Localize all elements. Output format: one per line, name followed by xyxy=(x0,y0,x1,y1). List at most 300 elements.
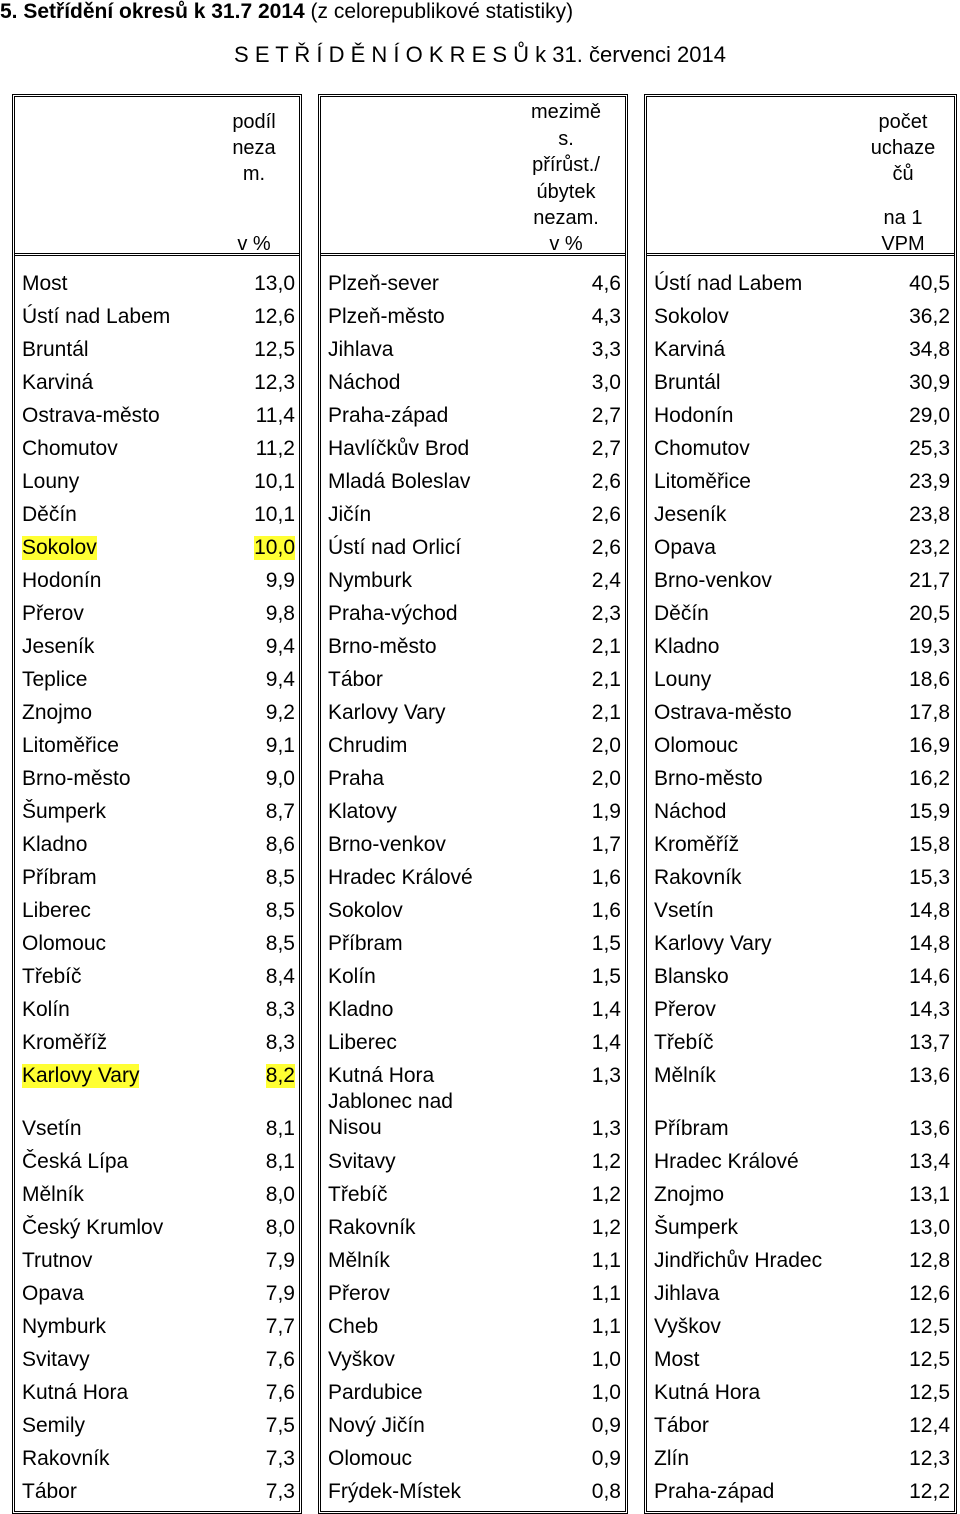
district-value: 9,8 xyxy=(265,602,295,625)
district-value: 8,5 xyxy=(265,932,295,955)
district-name: Praha xyxy=(328,767,385,790)
district-name: Svitavy xyxy=(22,1348,90,1371)
district-value: 1,3 xyxy=(591,1117,621,1140)
district-value: 7,6 xyxy=(265,1381,295,1404)
district-name: Šumperk xyxy=(22,800,107,823)
district-value: 7,6 xyxy=(265,1348,295,1371)
table-row xyxy=(321,399,625,432)
district-name: Přerov xyxy=(654,998,716,1021)
district-name: Karviná xyxy=(22,371,94,394)
table-row xyxy=(15,927,299,960)
table-row xyxy=(321,267,625,300)
table-row xyxy=(647,1376,954,1409)
district-value: 1,0 xyxy=(591,1381,621,1404)
district-value: 8,2 xyxy=(265,1064,295,1087)
table-row xyxy=(321,894,625,927)
header-divider xyxy=(321,253,625,256)
table-row xyxy=(321,1409,625,1442)
table-row xyxy=(15,762,299,795)
table-row xyxy=(321,300,625,333)
district-value: 12,2 xyxy=(909,1480,950,1503)
table-row xyxy=(321,1475,625,1508)
table-row xyxy=(321,432,625,465)
district-value: 2,1 xyxy=(591,701,621,724)
col3-header-line: čů xyxy=(892,163,914,185)
header-divider xyxy=(15,253,299,256)
table-row xyxy=(15,861,299,894)
district-value: 8,6 xyxy=(265,833,295,856)
table-row xyxy=(647,1475,954,1508)
district-value: 1,1 xyxy=(591,1282,621,1305)
district-value: 15,8 xyxy=(909,833,950,856)
table-row xyxy=(15,1211,299,1244)
table-row xyxy=(15,795,299,828)
district-name: Český Krumlov xyxy=(22,1216,164,1239)
col1-header-line: podíl xyxy=(232,111,276,133)
table-row xyxy=(647,366,954,399)
district-value: 2,0 xyxy=(591,767,621,790)
table-row xyxy=(647,1277,954,1310)
table-row xyxy=(15,1376,299,1409)
table-row xyxy=(321,333,625,366)
table-row xyxy=(647,1244,954,1277)
district-value: 1,2 xyxy=(591,1216,621,1239)
district-value: 11,2 xyxy=(255,437,295,460)
district-name: Litoměřice xyxy=(22,734,119,757)
district-name: Most xyxy=(654,1348,700,1371)
table-row xyxy=(647,960,954,993)
district-name: Příbram xyxy=(328,932,403,955)
district-name: Třebíč xyxy=(22,965,82,988)
district-value: 12,6 xyxy=(909,1282,950,1305)
district-name: Brno-město xyxy=(328,635,437,658)
table-row xyxy=(15,300,299,333)
district-value: 1,1 xyxy=(591,1315,621,1338)
table-row xyxy=(15,366,299,399)
table-row xyxy=(647,828,954,861)
district-value: 8,0 xyxy=(265,1216,295,1239)
district-name: Kroměříž xyxy=(22,1031,108,1054)
district-name: Cheb xyxy=(328,1315,379,1338)
district-value: 14,8 xyxy=(909,932,950,955)
district-value: 10,0 xyxy=(254,536,295,559)
district-name: Náchod xyxy=(654,800,727,823)
district-value: 2,6 xyxy=(591,503,621,526)
district-value: 23,9 xyxy=(909,470,950,493)
table-row xyxy=(647,894,954,927)
table-row xyxy=(647,861,954,894)
district-value: 8,0 xyxy=(265,1183,295,1206)
col1-rows xyxy=(15,267,299,1508)
table-row xyxy=(321,1244,625,1277)
district-name: Tábor xyxy=(328,668,383,691)
district-value: 21,7 xyxy=(909,569,950,592)
district-name: Hradec Králové xyxy=(328,866,473,889)
district-value: 15,3 xyxy=(909,866,950,889)
district-name: Praha-východ xyxy=(328,602,458,625)
district-name: Liberec xyxy=(328,1031,397,1054)
district-name: Šumperk xyxy=(654,1216,739,1239)
district-value: 23,2 xyxy=(909,536,950,559)
table-row xyxy=(15,696,299,729)
district-name: Olomouc xyxy=(22,932,107,955)
district-value: 14,8 xyxy=(909,899,950,922)
section-note: (z celorepublikové statistiky) xyxy=(310,0,574,23)
district-name: Nový Jičín xyxy=(328,1414,425,1437)
table-row xyxy=(647,927,954,960)
district-name: Chomutov xyxy=(654,437,750,460)
table-row xyxy=(647,1145,954,1178)
district-name: Vsetín xyxy=(22,1117,82,1140)
district-name: Louny xyxy=(654,668,712,691)
district-value: 34,8 xyxy=(909,338,950,361)
district-name: Mělník xyxy=(328,1249,390,1272)
table-monthly-change xyxy=(318,94,628,1514)
table-row xyxy=(321,366,625,399)
table-row xyxy=(321,564,625,597)
district-name: Kladno xyxy=(22,833,88,856)
col2-header-line: nezam. xyxy=(533,207,599,229)
table-row xyxy=(647,630,954,663)
district-name: Frýdek-Místek xyxy=(328,1480,462,1503)
col2-header-line: s. xyxy=(558,127,574,150)
table-row xyxy=(647,300,954,333)
district-value: 8,1 xyxy=(265,1150,295,1173)
table-row xyxy=(15,597,299,630)
district-name: Olomouc xyxy=(328,1447,413,1470)
table-row xyxy=(647,696,954,729)
district-name: Havlíčkův Brod xyxy=(328,437,470,460)
district-value: 16,9 xyxy=(909,734,950,757)
district-name: Chomutov xyxy=(22,437,118,460)
district-name: Kolín xyxy=(22,998,70,1021)
table-row xyxy=(15,267,299,300)
district-value: 9,4 xyxy=(265,668,295,691)
table-row xyxy=(321,696,625,729)
district-name: Mělník xyxy=(654,1064,716,1087)
district-name: Jeseník xyxy=(22,635,95,658)
district-name: Jablonec nad Nisou xyxy=(328,1090,453,1139)
district-value: 13,0 xyxy=(254,272,295,295)
district-name: Vyškov xyxy=(654,1315,721,1338)
district-name: Olomouc xyxy=(654,734,739,757)
district-value: 11,4 xyxy=(255,404,295,427)
table-row xyxy=(321,993,625,1026)
district-value: 12,6 xyxy=(254,305,295,328)
table-unemployment-share xyxy=(12,94,302,1514)
table-row xyxy=(15,333,299,366)
table-row xyxy=(321,1376,625,1409)
district-name: Rakovník xyxy=(328,1216,416,1239)
district-value: 13,4 xyxy=(909,1150,950,1173)
table-row xyxy=(15,399,299,432)
table-row xyxy=(647,762,954,795)
district-value: 12,5 xyxy=(909,1348,950,1371)
district-name: Rakovník xyxy=(654,866,742,889)
district-value: 10,1 xyxy=(254,470,295,493)
table-row xyxy=(15,729,299,762)
district-name: Klatovy xyxy=(328,800,397,823)
table-row xyxy=(15,1244,299,1277)
district-value: 1,0 xyxy=(591,1348,621,1371)
district-value: 7,3 xyxy=(265,1447,295,1470)
district-value: 3,0 xyxy=(591,371,621,394)
col2-header xyxy=(521,99,611,232)
table-row xyxy=(647,1059,954,1092)
district-value: 7,7 xyxy=(265,1315,295,1338)
district-value: 13,6 xyxy=(909,1117,950,1140)
table-row xyxy=(321,828,625,861)
table-row xyxy=(647,498,954,531)
table-row xyxy=(15,663,299,696)
col3-header-unit-line: VPM xyxy=(881,233,925,255)
header-divider xyxy=(647,253,954,256)
district-value: 1,5 xyxy=(591,932,621,955)
district-value: 1,2 xyxy=(591,1183,621,1206)
section-title: 5. Setřídění okresů k 31.7 2014 xyxy=(0,0,305,23)
district-name: Opava xyxy=(654,536,716,559)
table-row xyxy=(15,564,299,597)
table-row xyxy=(647,1026,954,1059)
table-row xyxy=(321,465,625,498)
district-name: Ostrava-město xyxy=(654,701,792,724)
col1-header xyxy=(219,109,289,187)
table-applicants-per-vacancy xyxy=(644,94,957,1514)
table-row xyxy=(15,1277,299,1310)
table-row xyxy=(321,498,625,531)
district-name: Jičín xyxy=(328,503,372,526)
district-value: 2,4 xyxy=(591,569,621,592)
district-value: 1,1 xyxy=(591,1249,621,1272)
district-value: 14,6 xyxy=(909,965,950,988)
district-value: 2,7 xyxy=(591,437,621,460)
district-value: 1,4 xyxy=(591,1031,621,1054)
district-value: 2,7 xyxy=(591,404,621,427)
district-value: 7,9 xyxy=(265,1249,295,1272)
district-value: 4,3 xyxy=(591,305,621,328)
district-name: Chrudim xyxy=(328,734,408,757)
district-value: 1,4 xyxy=(591,998,621,1021)
district-name: Louny xyxy=(22,470,80,493)
district-name: Pardubice xyxy=(328,1381,423,1404)
district-value: 1,5 xyxy=(591,965,621,988)
table-row xyxy=(321,1211,625,1244)
district-name: Trutnov xyxy=(22,1249,93,1272)
table-row xyxy=(321,960,625,993)
district-name: Jihlava xyxy=(654,1282,720,1305)
table-row xyxy=(321,630,625,663)
district-name: Ostrava-město xyxy=(22,404,160,427)
table-row xyxy=(321,861,625,894)
table-row xyxy=(647,399,954,432)
table-row xyxy=(15,960,299,993)
district-name: Karlovy Vary xyxy=(22,1064,140,1087)
table-row xyxy=(15,1475,299,1508)
district-name: Třebíč xyxy=(328,1183,388,1206)
district-name: Kutná Hora xyxy=(654,1381,761,1404)
district-value: 19,3 xyxy=(909,635,950,658)
table-row xyxy=(15,1310,299,1343)
district-name: Ústí nad Labem xyxy=(654,272,803,295)
col3-header-unit xyxy=(858,205,948,257)
district-name: Teplice xyxy=(22,668,88,691)
district-value: 8,5 xyxy=(265,899,295,922)
district-name: Karlovy Vary xyxy=(654,932,772,955)
district-value: 13,1 xyxy=(909,1183,950,1206)
table-row xyxy=(15,465,299,498)
district-name: Kroměříž xyxy=(654,833,740,856)
table-row xyxy=(321,1145,625,1178)
table-row xyxy=(321,1059,625,1092)
table-row xyxy=(321,1310,625,1343)
district-name: Bruntál xyxy=(22,338,89,361)
district-name: Tábor xyxy=(22,1480,77,1503)
district-value: 8,7 xyxy=(265,800,295,823)
table-row xyxy=(15,1059,299,1092)
district-value: 8,1 xyxy=(265,1117,295,1140)
district-name: Brno-město xyxy=(654,767,763,790)
district-value: 1,6 xyxy=(591,899,621,922)
table-row xyxy=(321,597,625,630)
district-name: Znojmo xyxy=(654,1183,725,1206)
district-name: Vyškov xyxy=(328,1348,395,1371)
col2-header-line: úbytek xyxy=(536,180,596,203)
district-value: 36,2 xyxy=(909,305,950,328)
district-name: Kolín xyxy=(328,965,376,988)
table-row xyxy=(647,1092,954,1145)
district-name: Praha-západ xyxy=(654,1480,775,1503)
table-row xyxy=(321,1277,625,1310)
district-value: 12,5 xyxy=(254,338,295,361)
table-row xyxy=(647,1310,954,1343)
district-name: Semily xyxy=(22,1414,86,1437)
district-value: 15,9 xyxy=(909,800,950,823)
col3-header-line: počet xyxy=(878,111,928,133)
table-row xyxy=(647,333,954,366)
district-name: Hodonín xyxy=(654,404,734,427)
section-heading xyxy=(0,0,573,24)
district-value: 8,3 xyxy=(265,998,295,1021)
district-name: Ústí nad Labem xyxy=(22,305,171,328)
col3-header-line: uchaze xyxy=(870,137,936,159)
district-name: Rakovník xyxy=(22,1447,110,1470)
district-value: 17,8 xyxy=(909,701,950,724)
district-value: 20,5 xyxy=(909,602,950,625)
district-value: 9,9 xyxy=(265,569,295,592)
district-value: 1,7 xyxy=(591,833,621,856)
table-row xyxy=(321,1178,625,1211)
district-name: Sokolov xyxy=(328,899,403,922)
table-row xyxy=(647,564,954,597)
district-value: 4,6 xyxy=(591,272,621,295)
district-value: 12,3 xyxy=(254,371,295,394)
table-row xyxy=(15,630,299,663)
district-value: 13,6 xyxy=(909,1064,950,1087)
table-row xyxy=(15,993,299,1026)
district-name: Děčín xyxy=(654,602,709,625)
col2-header-line: přírůst./ xyxy=(532,154,600,176)
table-row xyxy=(15,432,299,465)
table-row xyxy=(321,663,625,696)
district-name: Sokolov xyxy=(22,536,97,559)
table-row xyxy=(15,1092,299,1145)
district-value: 25,3 xyxy=(909,437,950,460)
district-name: Hradec Králové xyxy=(654,1150,799,1173)
district-name: Tábor xyxy=(654,1414,709,1437)
district-name: Nymburk xyxy=(328,569,413,592)
district-value: 7,5 xyxy=(265,1414,295,1437)
table-row xyxy=(15,894,299,927)
district-name: Kutná Hora xyxy=(22,1381,129,1404)
table-row xyxy=(15,531,299,564)
district-value: 2,6 xyxy=(591,536,621,559)
district-value: 12,4 xyxy=(909,1414,950,1437)
district-value: 9,2 xyxy=(265,701,295,724)
district-value: 2,1 xyxy=(591,635,621,658)
district-name: Děčín xyxy=(22,503,77,526)
table-row xyxy=(15,1409,299,1442)
district-name: Jihlava xyxy=(328,338,394,361)
table-row xyxy=(321,927,625,960)
table-row xyxy=(647,1178,954,1211)
table-row xyxy=(15,1145,299,1178)
table-row xyxy=(647,531,954,564)
district-name: Liberec xyxy=(22,899,91,922)
table-row xyxy=(15,1343,299,1376)
district-name: Kutná Hora xyxy=(328,1064,435,1087)
district-value: 2,1 xyxy=(591,668,621,691)
district-value: 0,9 xyxy=(591,1414,621,1437)
table-row xyxy=(647,663,954,696)
district-value: 9,0 xyxy=(265,767,295,790)
col3-header xyxy=(858,109,948,187)
district-value: 8,4 xyxy=(265,965,295,988)
col1-header-line: neza xyxy=(232,137,276,159)
district-value: 10,1 xyxy=(254,503,295,526)
district-value: 12,5 xyxy=(909,1315,950,1338)
district-value: 8,5 xyxy=(265,866,295,889)
col2-header-line: mezimě xyxy=(530,101,601,123)
district-name: Příbram xyxy=(654,1117,729,1140)
district-name: Brno-město xyxy=(22,767,131,790)
col3-rows xyxy=(647,267,954,1508)
col1-header-unit: v % xyxy=(237,233,271,255)
district-value: 1,6 xyxy=(591,866,621,889)
district-value: 13,7 xyxy=(909,1031,950,1054)
district-name: Náchod xyxy=(328,371,401,394)
district-value: 12,3 xyxy=(909,1447,950,1470)
district-value: 2,6 xyxy=(591,470,621,493)
district-name: Sokolov xyxy=(654,305,729,328)
district-name: Kladno xyxy=(654,635,720,658)
table-row xyxy=(321,1343,625,1376)
district-name: Mladá Boleslav xyxy=(328,470,471,493)
district-value: 9,1 xyxy=(265,734,295,757)
table-row xyxy=(647,1343,954,1376)
table-row xyxy=(15,498,299,531)
district-name: Hodonín xyxy=(22,569,102,592)
district-name: Kladno xyxy=(328,998,394,1021)
district-name: Vsetín xyxy=(654,899,714,922)
district-name: Česká Lípa xyxy=(22,1150,129,1173)
table-row xyxy=(647,993,954,1026)
table-row xyxy=(15,828,299,861)
table-row xyxy=(321,1442,625,1475)
table-title: S E T Ř Í D Ě N Í O K R E S Ů k 31. červenci 2014 xyxy=(234,42,726,67)
district-value: 1,2 xyxy=(591,1150,621,1173)
district-value: 13,0 xyxy=(909,1216,950,1239)
district-name: Litoměřice xyxy=(654,470,751,493)
